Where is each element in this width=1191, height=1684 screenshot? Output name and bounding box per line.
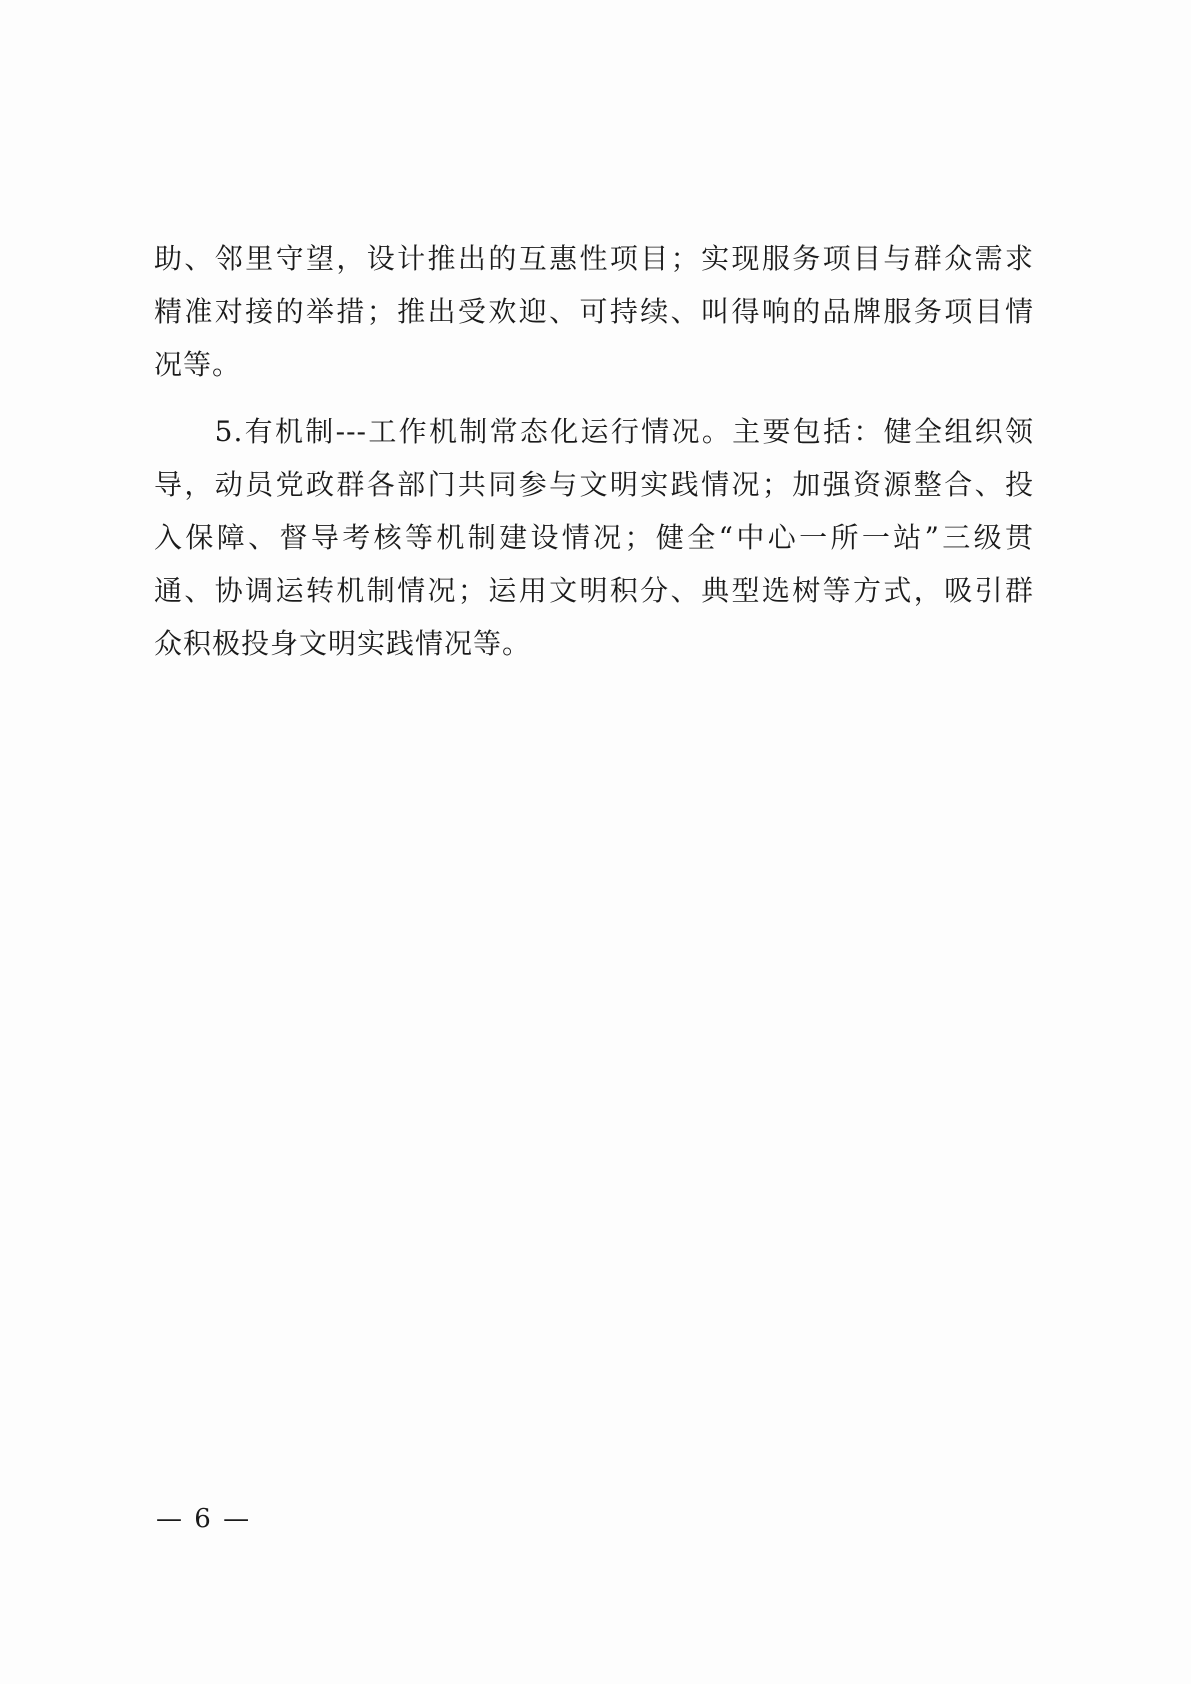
text-line: 助、邻里守望，设计推出的互惠性项目；实现服务项目与群众需求 (154, 242, 1034, 275)
paragraph-mechanism (154, 405, 1034, 670)
text-line: 精准对接的举措；推出受欢迎、可持续、叫得响的品牌服务项目情 (154, 295, 1034, 328)
text-line: 5.有机制---工作机制常态化运行情况。主要包括：健全组织领 (154, 415, 1034, 448)
document-body (154, 232, 1034, 670)
text-line: 况等。 (154, 348, 242, 381)
text-line: 通、协调运转机制情况；运用文明积分、典型选树等方式，吸引群 (154, 574, 1034, 607)
text-line: 导，动员党政群各部门共同参与文明实践情况；加强资源整合、投 (154, 468, 1034, 501)
text-line: 入保障、督导考核等机制建设情况；健全“中心一所一站”三级贯 (154, 521, 1034, 554)
paragraph-continued (154, 232, 1034, 391)
text-line: 众积极投身文明实践情况等。 (154, 627, 532, 660)
page-number: — 6 — (156, 1504, 252, 1534)
